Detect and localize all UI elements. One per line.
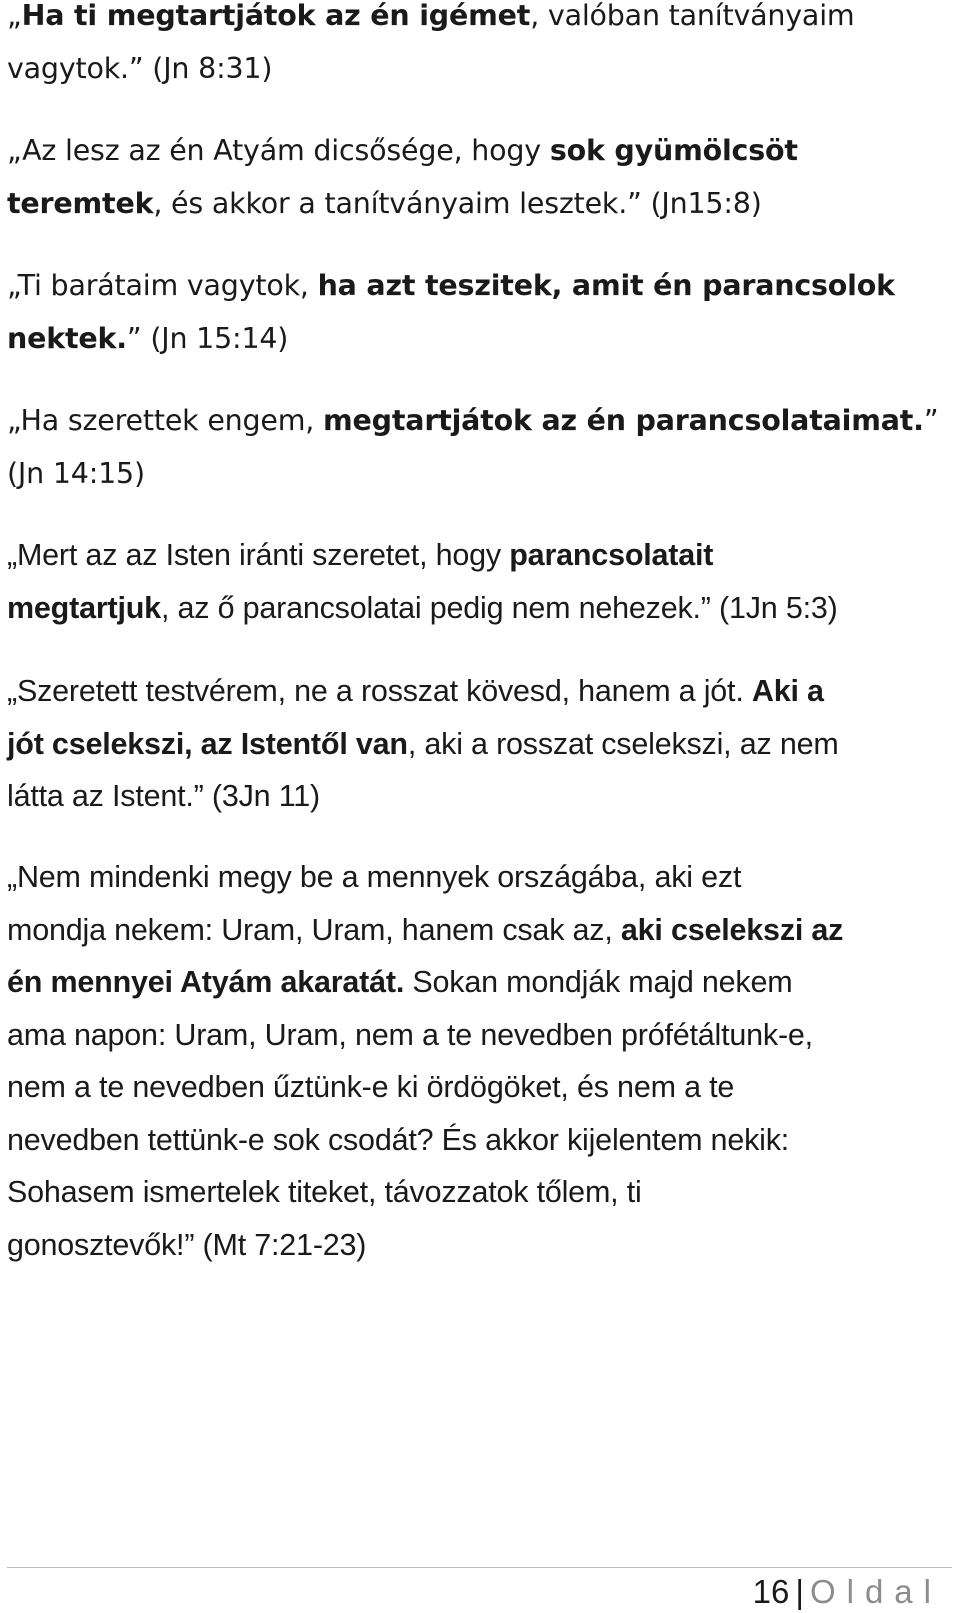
- text-run: ”: [923, 404, 939, 437]
- text-run: „Ti barátaim vagytok,: [7, 269, 318, 302]
- quote-paragraph: [7, 124, 947, 230]
- text-line: [7, 1219, 947, 1272]
- text-run: „Mert az az Isten iránti szeretet, hogy: [7, 538, 510, 572]
- text-run: Sohasem ismertelek titeket, távozzatok tőlem, ti: [7, 1175, 642, 1209]
- text-line: [7, 1061, 947, 1114]
- bold-text-run: ha azt teszitek, amit én parancsolok: [317, 269, 895, 302]
- page-number: 16: [752, 1573, 790, 1610]
- bold-text-run: Aki a: [751, 674, 824, 708]
- text-run: (Jn 14:15): [7, 457, 145, 490]
- text-line: [7, 904, 947, 957]
- quote-paragraph: [7, 529, 947, 634]
- text-line: [7, 956, 947, 1009]
- text-line: [7, 770, 947, 823]
- text-run: , az ő parancsolatai pedig nem nehezek.” (1Jn 5:3): [160, 590, 838, 625]
- quote-paragraph: [7, 259, 947, 365]
- text-line: [7, 851, 947, 904]
- bold-text-run: teremtek: [7, 187, 154, 220]
- bold-text-run: megtartjátok az én parancsolataimat.: [323, 404, 924, 437]
- page-footer: [753, 1574, 942, 1610]
- text-run: , valóban tanítványaim: [530, 0, 855, 32]
- text-line: [7, 42, 947, 95]
- bold-text-run: aki cselekszi az: [620, 912, 844, 947]
- bold-text-run: Ha ti megtartjátok az én igémet: [21, 0, 531, 32]
- text-run: vagytok.” (Jn 8:31): [7, 52, 273, 85]
- text-line: [7, 124, 947, 177]
- bold-text-run: megtartjuk: [7, 590, 161, 625]
- quote-paragraph: [7, 665, 947, 823]
- text-line: [7, 259, 947, 312]
- text-run: Sokan mondják majd nekem: [404, 965, 793, 999]
- text-run: „Nem mindenki megy be a mennyek országába, aki ezt: [7, 860, 742, 894]
- text-run: ” (Jn 15:14): [126, 322, 289, 355]
- text-run: „Az lesz az én Atyám dicsősége, hogy: [7, 134, 550, 167]
- bold-text-run: parancsolatait: [509, 538, 714, 572]
- footer-divider: [7, 1567, 952, 1568]
- text-line: [7, 177, 947, 230]
- quote-paragraph: [7, 851, 947, 1271]
- text-line: [7, 1009, 947, 1062]
- text-run: „Szeretett testvérem, ne a rosszat kövesd, hanem a jót.: [7, 674, 752, 708]
- text-run: nem a te nevedben űztünk-e ki ördögöket, és nem a te: [7, 1070, 735, 1104]
- text-line: [7, 1114, 947, 1167]
- footer-separator: |: [795, 1573, 804, 1610]
- page-label: Oldal: [809, 1573, 942, 1610]
- text-run: , és akkor a tanítványaim lesztek.” (Jn15:8): [153, 187, 762, 220]
- bold-text-run: nektek.: [7, 322, 127, 355]
- quote-paragraph: [7, 394, 947, 500]
- text-line: [7, 394, 947, 447]
- text-line: [7, 447, 947, 500]
- quote-paragraph: [7, 0, 947, 95]
- text-run: mondja nekem: Uram, Uram, hanem csak az,: [7, 912, 621, 947]
- text-run: „Ha szerettek engem,: [7, 404, 324, 437]
- text-line: [7, 582, 947, 635]
- bold-text-run: én mennyei Atyám akaratát.: [7, 965, 405, 999]
- text-run: gonosztevők!” (Mt 7:21-23): [7, 1227, 367, 1262]
- text-line: [7, 665, 947, 718]
- bold-text-run: jót cselekszi, az Istentől van: [7, 726, 408, 761]
- text-line: [7, 529, 947, 582]
- bold-text-run: sok gyümölcsöt: [549, 134, 798, 167]
- text-run: „: [7, 0, 22, 32]
- text-line: [7, 312, 947, 365]
- text-run: , aki a rosszat cselekszi, az nem: [407, 726, 839, 761]
- text-line: [7, 0, 947, 42]
- text-line: [7, 1166, 947, 1219]
- text-run: látta az Istent.” (3Jn 11): [7, 779, 320, 813]
- text-run: nevedben tettünk-e sok csodát? És akkor kijelentem nekik:: [7, 1122, 790, 1157]
- text-run: ama napon: Uram, Uram, nem a te nevedben prófétáltunk-e,: [7, 1017, 813, 1052]
- text-line: [7, 718, 947, 771]
